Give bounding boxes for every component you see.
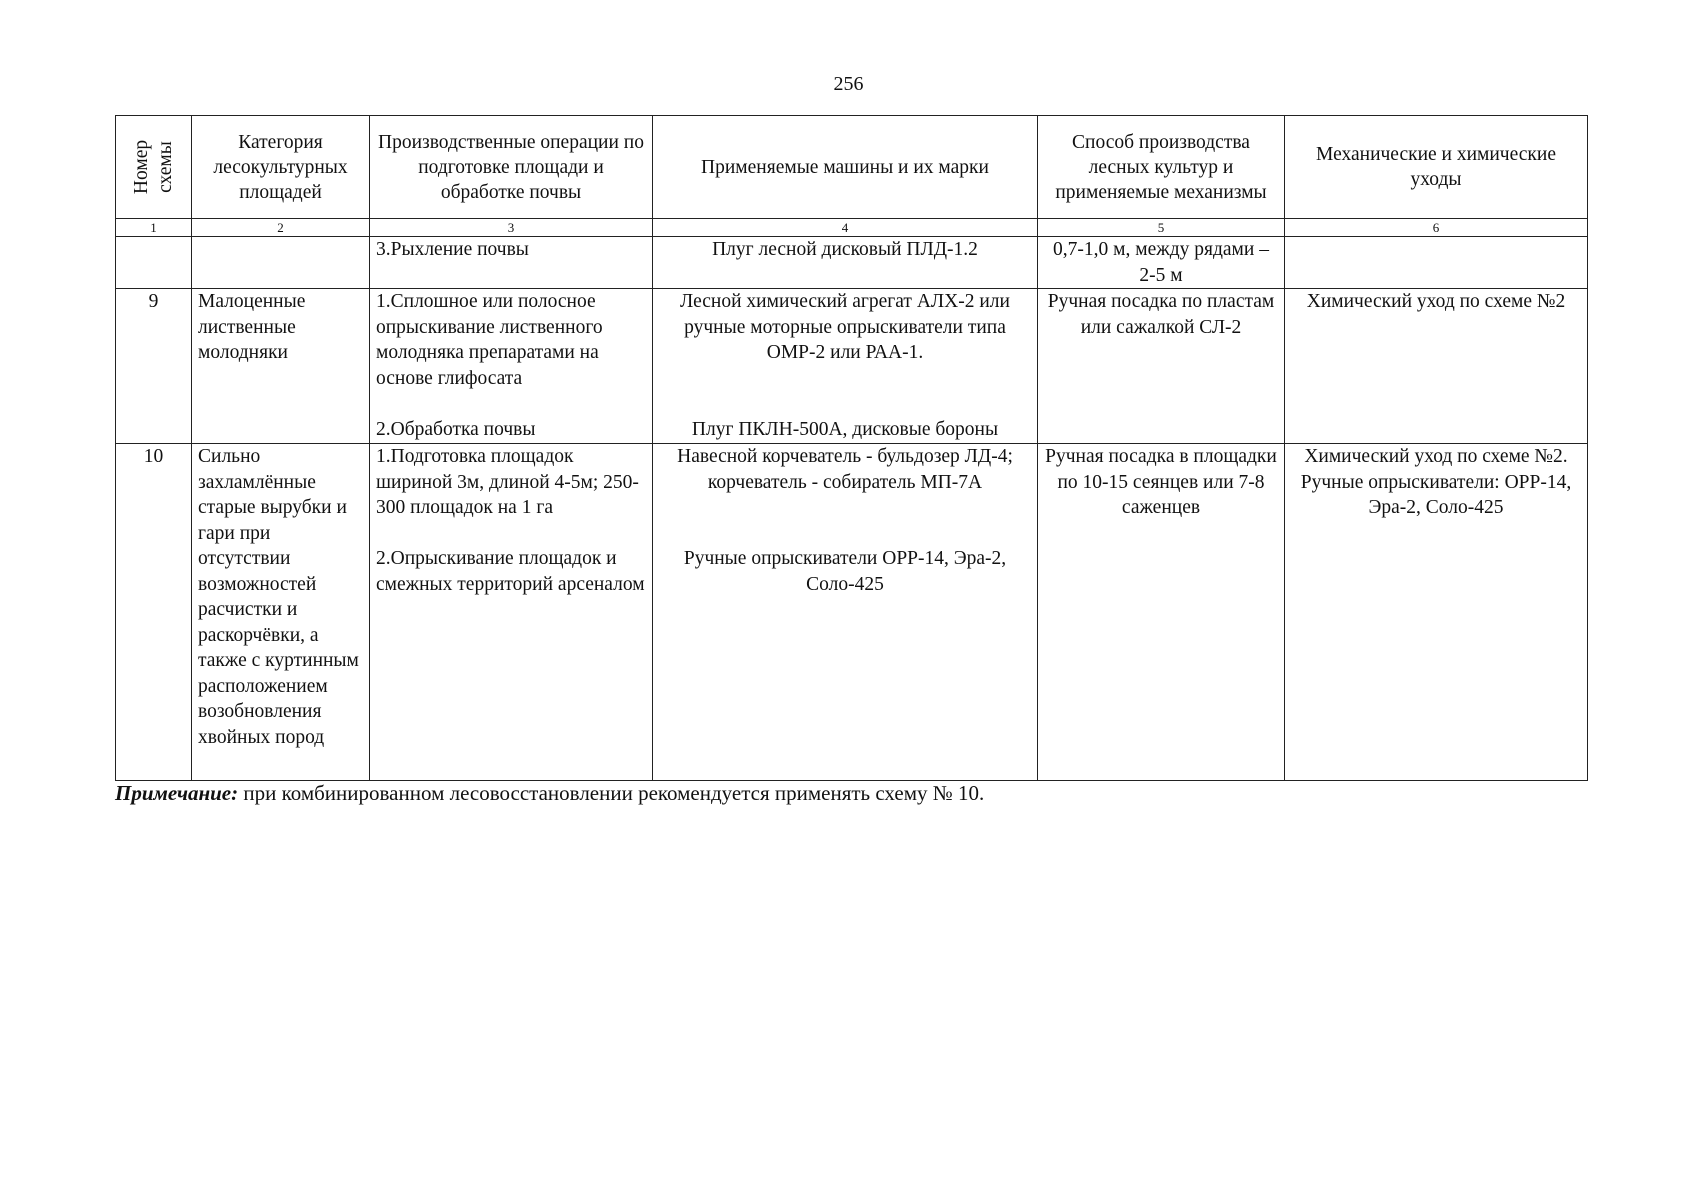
care-cell: Химический уход по схеме №2. Ручные опрыскиватели: ОРР-14, Эра-2, Соло-425 — [1285, 444, 1588, 781]
machine-text: Плуг лесной дисковый ПЛД-1.2 — [712, 239, 978, 260]
table-row — [116, 237, 1588, 289]
column-number: 5 — [1038, 219, 1285, 237]
operations-cell — [370, 289, 653, 444]
machine-text: Ручные опрыскиватели ОРР-14, Эра-2, Соло-425 — [683, 548, 1007, 595]
scheme-number-cell: 9 — [116, 289, 192, 444]
header-machines: Применяемые машины и их марки — [653, 116, 1038, 219]
operation-text: 1.Сплошное или полосное опрыскивание лиственного молодняка препаратами на основе глифосата — [376, 291, 603, 389]
machines-cell — [653, 237, 1038, 289]
operation-text: 2.Обработка почвы — [376, 418, 536, 440]
note-text: при комбинированном лесовосстановлении рекомендуется применять схему № 10. — [238, 781, 985, 805]
table-note — [115, 780, 1587, 806]
operation-text: 2.Опрыскивание площадок и смежных территорий арсеналом — [376, 548, 645, 595]
page-number: 256 — [833, 73, 864, 95]
care-cell — [1285, 237, 1588, 289]
header-category: Категория лесокультурных площадей — [192, 116, 370, 219]
operation-text: 3.Рыхление почвы — [376, 239, 529, 260]
category-cell — [192, 237, 370, 289]
column-number: 6 — [1285, 219, 1588, 237]
table-row — [116, 444, 1588, 781]
column-number-row — [116, 219, 1588, 237]
header-row — [116, 116, 1588, 219]
machines-cell — [653, 444, 1038, 781]
scheme-number-cell — [116, 237, 192, 289]
scheme-number-cell: 10 — [116, 444, 192, 781]
column-number: 3 — [370, 219, 653, 237]
header-operations: Производственные операции по подготовке площади и обработке почвы — [370, 116, 653, 219]
column-number: 4 — [653, 219, 1038, 237]
operations-cell — [370, 444, 653, 781]
header-scheme-number: Номер схемы — [116, 116, 192, 219]
category-cell: Сильно захламлённые старые вырубки и гари при отсутствии возможностей расчистки и раскорчёвки, а также с куртинным расположением возобновления хвойных пород — [192, 444, 370, 781]
machines-cell — [653, 289, 1038, 444]
machine-text: Плуг ПКЛН-500А, дисковые бороны — [691, 418, 999, 440]
forest-cultures-table — [115, 115, 1588, 781]
method-cell: 0,7-1,0 м, между рядами – 2-5 м — [1038, 237, 1285, 289]
column-number: 1 — [116, 219, 192, 237]
operations-cell — [370, 237, 653, 289]
table-row — [116, 289, 1588, 444]
operation-text: 1.Подготовка площадок шириной 3м, длиной 4-5м; 250-300 площадок на 1 га — [376, 446, 639, 518]
note-label: Примечание: — [115, 781, 239, 805]
category-cell: Малоценные лиственные молодняки — [192, 289, 370, 444]
care-cell: Химический уход по схеме №2 — [1285, 289, 1588, 444]
header-care: Механические и химические уходы — [1285, 116, 1588, 219]
method-cell: Ручная посадка в площадки по 10-15 сеянцев или 7-8 саженцев — [1038, 444, 1285, 781]
column-number: 2 — [192, 219, 370, 237]
method-cell: Ручная посадка по пластам или сажалкой СЛ-2 — [1038, 289, 1285, 444]
header-method: Способ производства лесных культур и применяемые механизмы — [1038, 116, 1285, 219]
machine-text: Лесной химический агрегат АЛХ-2 или ручные моторные опрыскиватели типа ОМР-2 или РАА-1. — [680, 291, 1010, 363]
machine-text: Навесной корчеватель - бульдозер ЛД-4; корчеватель - собиратель МП-7А — [677, 446, 1013, 493]
